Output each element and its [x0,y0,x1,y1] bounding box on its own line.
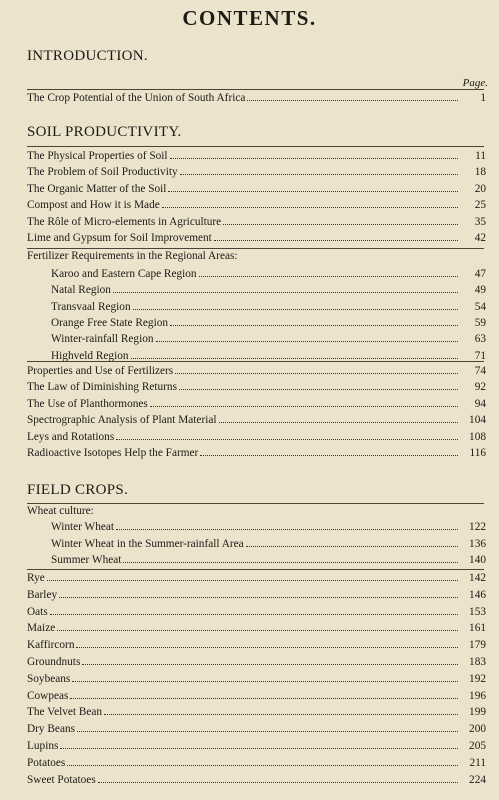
toc-entry [27,182,486,198]
toc-entry-label: The Law of Diminishing Returns [27,381,177,394]
toc-entry-label: Natal Region [51,284,111,297]
toc-entry [27,413,486,429]
leader-dots [50,605,458,615]
leader-dots [214,231,458,241]
toc-entry-page: 104 [469,414,486,427]
toc-entry [51,283,486,299]
toc-entry [27,198,486,214]
toc-entry-page: 108 [469,430,486,443]
leader-dots [77,722,458,732]
divider [27,569,484,570]
toc-entry-label: Kaffircorn [27,639,75,652]
leader-dots [168,182,458,192]
toc-entry [27,773,486,789]
toc-entry-label: Maize [27,622,56,635]
toc-entry-page: 200 [469,723,486,736]
toc-entry [27,165,486,181]
leader-dots [116,430,458,440]
leader-dots [47,571,458,581]
toc-entry [51,300,486,316]
toc-entry [27,605,486,621]
toc-entry-label: Transvaal Region [51,300,131,313]
toc-entry-page: 42 [474,232,486,244]
toc-entry-label: Radioactive Isotopes Help the Farmer [27,447,199,459]
toc-entry-page: 47 [474,268,486,280]
toc-entry-page: 18 [474,166,486,179]
toc-entry-page: 35 [474,215,486,228]
toc-entry-label: Summer Wheat [51,554,122,566]
toc-entry-page: 183 [469,656,486,668]
leader-dots [113,283,458,293]
page-column-header: Page. [462,77,488,89]
toc-entry [27,621,486,637]
toc-entry [27,689,486,705]
fertilizer-heading: Fertilizer Requirements in the Regional Areas: [27,250,238,262]
toc-entry-label: The Physical Properties of Soil [27,150,168,162]
leader-dots [72,672,458,682]
toc-entry-label: Soybeans [27,672,71,685]
toc-entry-label: Groundnuts [27,656,81,668]
toc-entry-page: 211 [469,756,486,769]
toc-entry-label: Lupins [27,740,59,752]
toc-entry-page: 196 [469,689,486,702]
toc-entry-label: Rye [27,572,45,584]
toc-entry [27,364,486,380]
toc-entry [51,267,486,283]
toc-entry-label: The Use of Planthormones [27,397,148,410]
toc-entry [27,756,486,772]
toc-entry [27,655,486,671]
toc-entry-page: 20 [474,182,486,195]
leader-dots [199,267,458,277]
toc-entry [27,672,486,688]
leader-dots [156,332,458,342]
toc-entry [27,705,486,721]
toc-entry-page: 224 [469,773,486,786]
toc-entry [27,446,486,462]
divider [27,503,484,504]
toc-entry-label: The Problem of Soil Productivity [27,166,178,179]
section-heading-field-crops: FIELD CROPS. [27,482,129,498]
toc-entry [27,430,486,446]
toc-entry-label: Lime and Gypsum for Soil Improvement [27,232,212,244]
toc-entry-page: 122 [469,521,486,533]
leader-dots [246,537,458,547]
toc-entry-label: Winter Wheat in the Summer-rainfall Area [51,537,244,550]
leader-dots [76,638,458,648]
toc-entry-page: 54 [474,300,486,313]
leader-dots [223,215,458,225]
leader-dots [150,397,458,407]
toc-entry [27,722,486,738]
leader-dots [180,165,458,175]
toc-entry-label: Winter-rainfall Region [51,333,154,346]
section-heading-soil-productivity: SOIL PRODUCTIVITY. [27,124,182,140]
toc-entry-label: Winter Wheat [51,521,115,533]
toc-entry [27,215,486,231]
page-title: CONTENTS. [182,6,317,30]
toc-entry-label: Spectrographic Analysis of Plant Material [27,414,217,427]
leader-dots [67,756,458,766]
toc-entry-page: 192 [469,672,486,685]
toc-entry-page: 142 [469,572,486,584]
toc-entry-label: Potatoes [27,756,66,769]
toc-entry-label: Compost and How it is Made [27,199,160,212]
toc-entry-page: 153 [469,605,486,618]
toc-entry-label: The Velvet Bean [27,706,103,719]
toc-entry-page: 25 [474,199,486,212]
divider [27,146,484,147]
leader-dots [179,380,458,390]
toc-entry [27,397,486,413]
toc-entry-page: 59 [474,316,486,329]
toc-entry-label: Dry Beans [27,723,76,736]
toc-entry-label: Karoo and Eastern Cape Region [51,268,197,280]
leader-dots [60,739,458,749]
leader-dots [104,705,458,715]
toc-entry [51,537,486,553]
leader-dots [59,588,458,598]
toc-entry-page: 92 [474,381,486,394]
leader-dots [200,446,458,456]
toc-entry-page: 161 [469,622,486,635]
leader-dots [162,198,458,208]
toc-entry-label: Cowpeas [27,689,69,702]
toc-entry-page: 140 [469,554,486,566]
divider [27,248,484,249]
toc-entry-page: 63 [474,333,486,346]
leader-dots [170,149,458,159]
toc-entry [27,380,486,396]
toc-entry-page: 179 [469,639,486,652]
leader-dots [175,364,458,374]
toc-entry-page: 136 [469,537,486,550]
toc-entry [51,332,486,348]
toc-entry [27,739,486,755]
toc-entry [27,231,486,247]
toc-entry [27,638,486,654]
toc-entry [51,520,486,536]
leader-dots [98,773,458,783]
toc-entry-label: Orange Free State Region [51,316,169,329]
toc-entry [27,588,486,604]
toc-entry-label: Barley [27,588,58,601]
leader-dots [219,413,459,423]
toc-entry-page: 199 [469,706,486,719]
leader-dots [82,655,458,665]
toc-entry-page: 94 [474,397,486,410]
toc-entry-page: 1 [480,92,486,104]
leader-dots [123,553,458,563]
toc-entry-label: Oats [27,605,48,618]
toc-entry-page: 74 [474,365,486,377]
toc-entry-label: The Organic Matter of the Soil [27,182,167,195]
leader-dots [70,689,458,699]
toc-entry-label: Highveld Region [51,349,129,362]
toc-entry-page: 49 [474,284,486,297]
toc-entry-label: The Rôle of Micro-elements in Agriculture [27,215,222,228]
section-heading-introduction: INTRODUCTION. [27,48,148,64]
leader-dots [170,316,458,326]
toc-entry-label: Properties and Use of Fertilizers [27,365,174,377]
toc-entry [27,91,486,107]
leader-dots [133,300,458,310]
toc-entry-page: 71 [474,349,486,362]
leader-dots [247,91,458,101]
leader-dots [131,349,458,359]
toc-entry-page: 11 [475,150,486,162]
toc-entry-label: Leys and Rotations [27,430,115,443]
divider [27,361,484,362]
leader-dots [57,621,458,631]
wheat-heading: Wheat culture: [27,505,94,517]
divider [27,89,484,90]
toc-entry [51,349,486,365]
toc-entry-label: The Crop Potential of the Union of South Africa [27,92,246,104]
toc-entry [27,149,486,165]
toc-entry-label: Sweet Potatoes [27,773,96,786]
toc-entry-page: 146 [469,588,486,601]
toc-entry [51,553,486,569]
toc-entry-page: 205 [469,740,486,752]
toc-entry [51,316,486,332]
toc-entry-page: 116 [469,447,486,459]
toc-entry [27,571,486,587]
leader-dots [116,520,458,530]
